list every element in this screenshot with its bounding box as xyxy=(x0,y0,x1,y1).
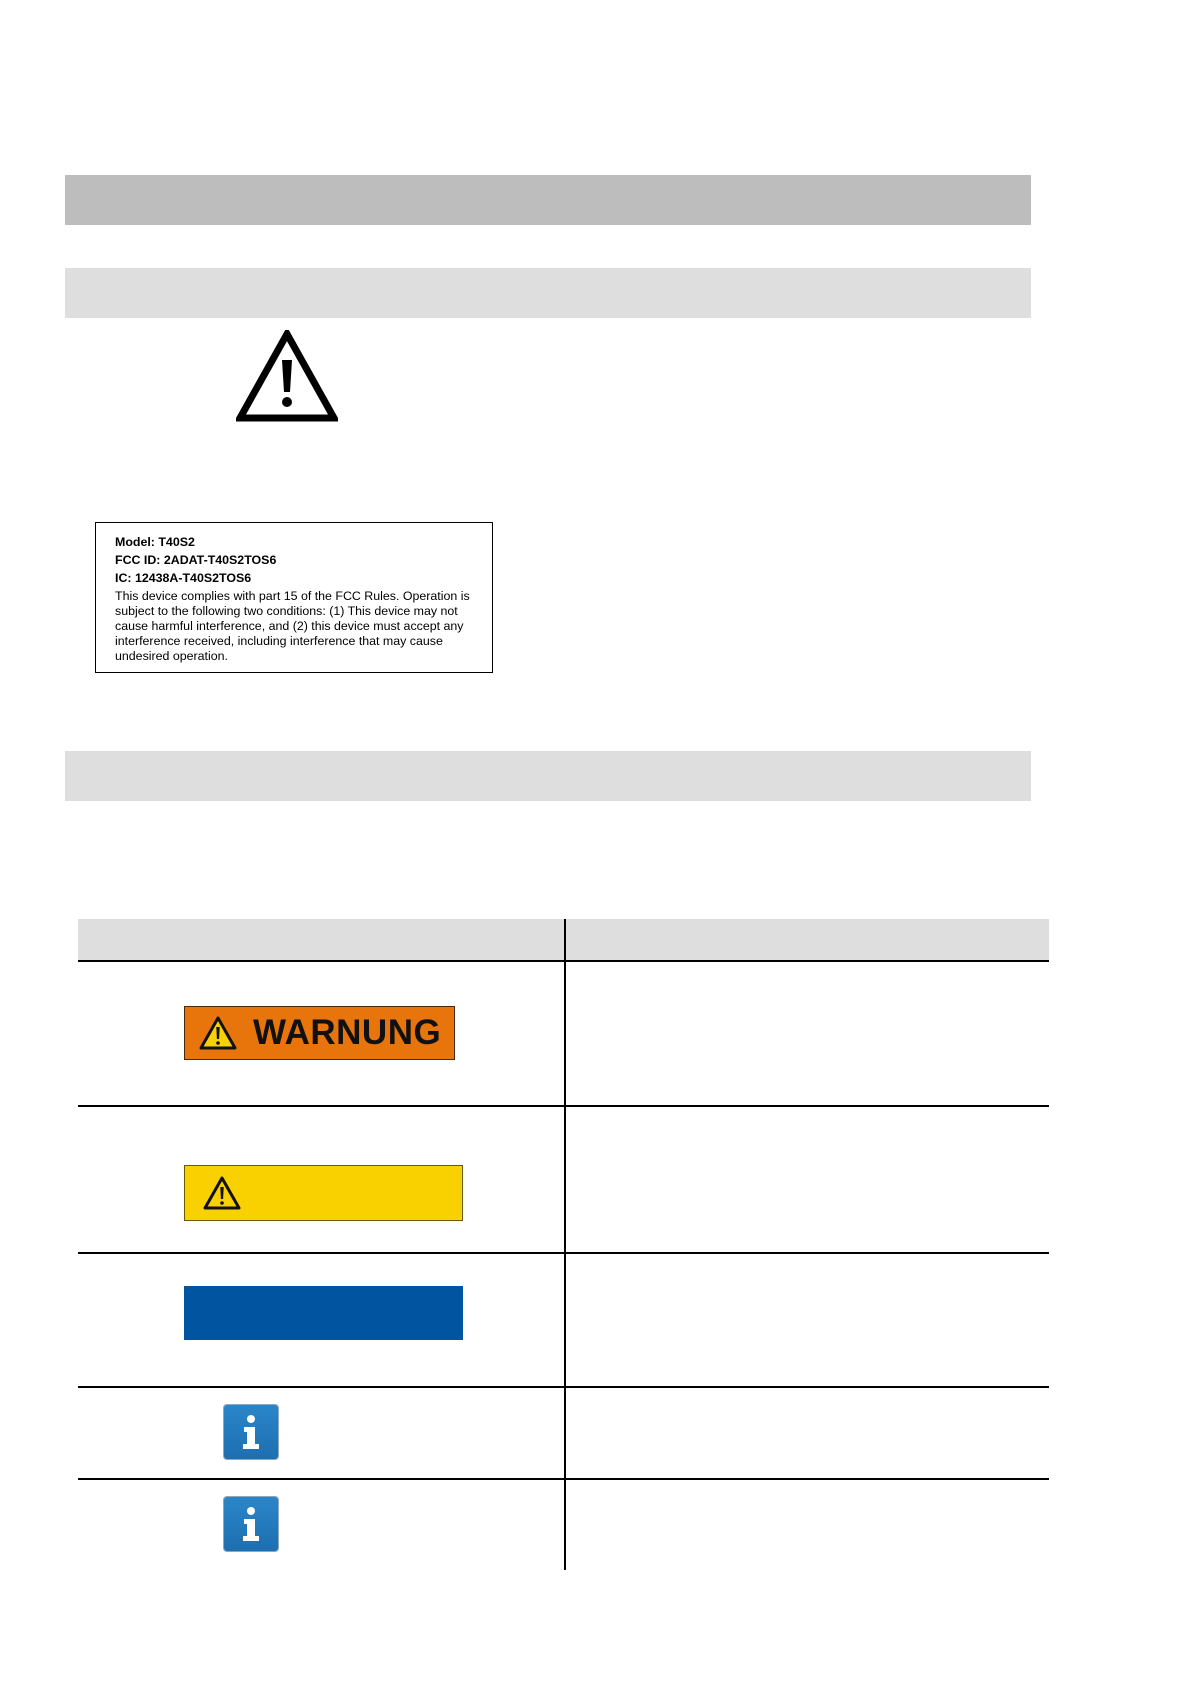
warnung-sign xyxy=(184,1006,455,1060)
info-icon xyxy=(224,1405,278,1459)
warning-triangle-icon xyxy=(236,330,338,422)
section-heading-bar xyxy=(65,268,1031,318)
vorsicht-sign xyxy=(184,1165,463,1221)
label-statement-line: This device complies with part 15 of the FCC Rules. Operation is xyxy=(115,589,470,603)
label-model: Model: T40S2 xyxy=(115,535,195,549)
chapter-heading-bar xyxy=(65,175,1031,225)
label-statement-line: cause harmful interference, and (2) this device must accept any xyxy=(115,619,464,633)
label-statement xyxy=(115,589,474,664)
section-heading-bar xyxy=(65,751,1031,801)
label-ic: IC: 12438A-T40S2TOS6 xyxy=(115,571,252,585)
warnung-label: WARNUNG xyxy=(253,1013,442,1052)
info-icon xyxy=(224,1497,278,1551)
warning-triangle-icon xyxy=(203,1176,241,1210)
fcc-label xyxy=(95,522,493,673)
label-statement-line: undesired operation. xyxy=(115,649,228,663)
label-fcc-id: FCC ID: 2ADAT-T40S2TOS6 xyxy=(115,553,277,567)
column-divider xyxy=(564,919,566,1570)
label-statement-line: interference received, including interference that may cause xyxy=(115,634,443,648)
hinweis-sign xyxy=(184,1286,463,1340)
label-statement-line: subject to the following two conditions: (1) This device may not xyxy=(115,604,458,618)
warning-triangle-icon xyxy=(199,1016,237,1050)
